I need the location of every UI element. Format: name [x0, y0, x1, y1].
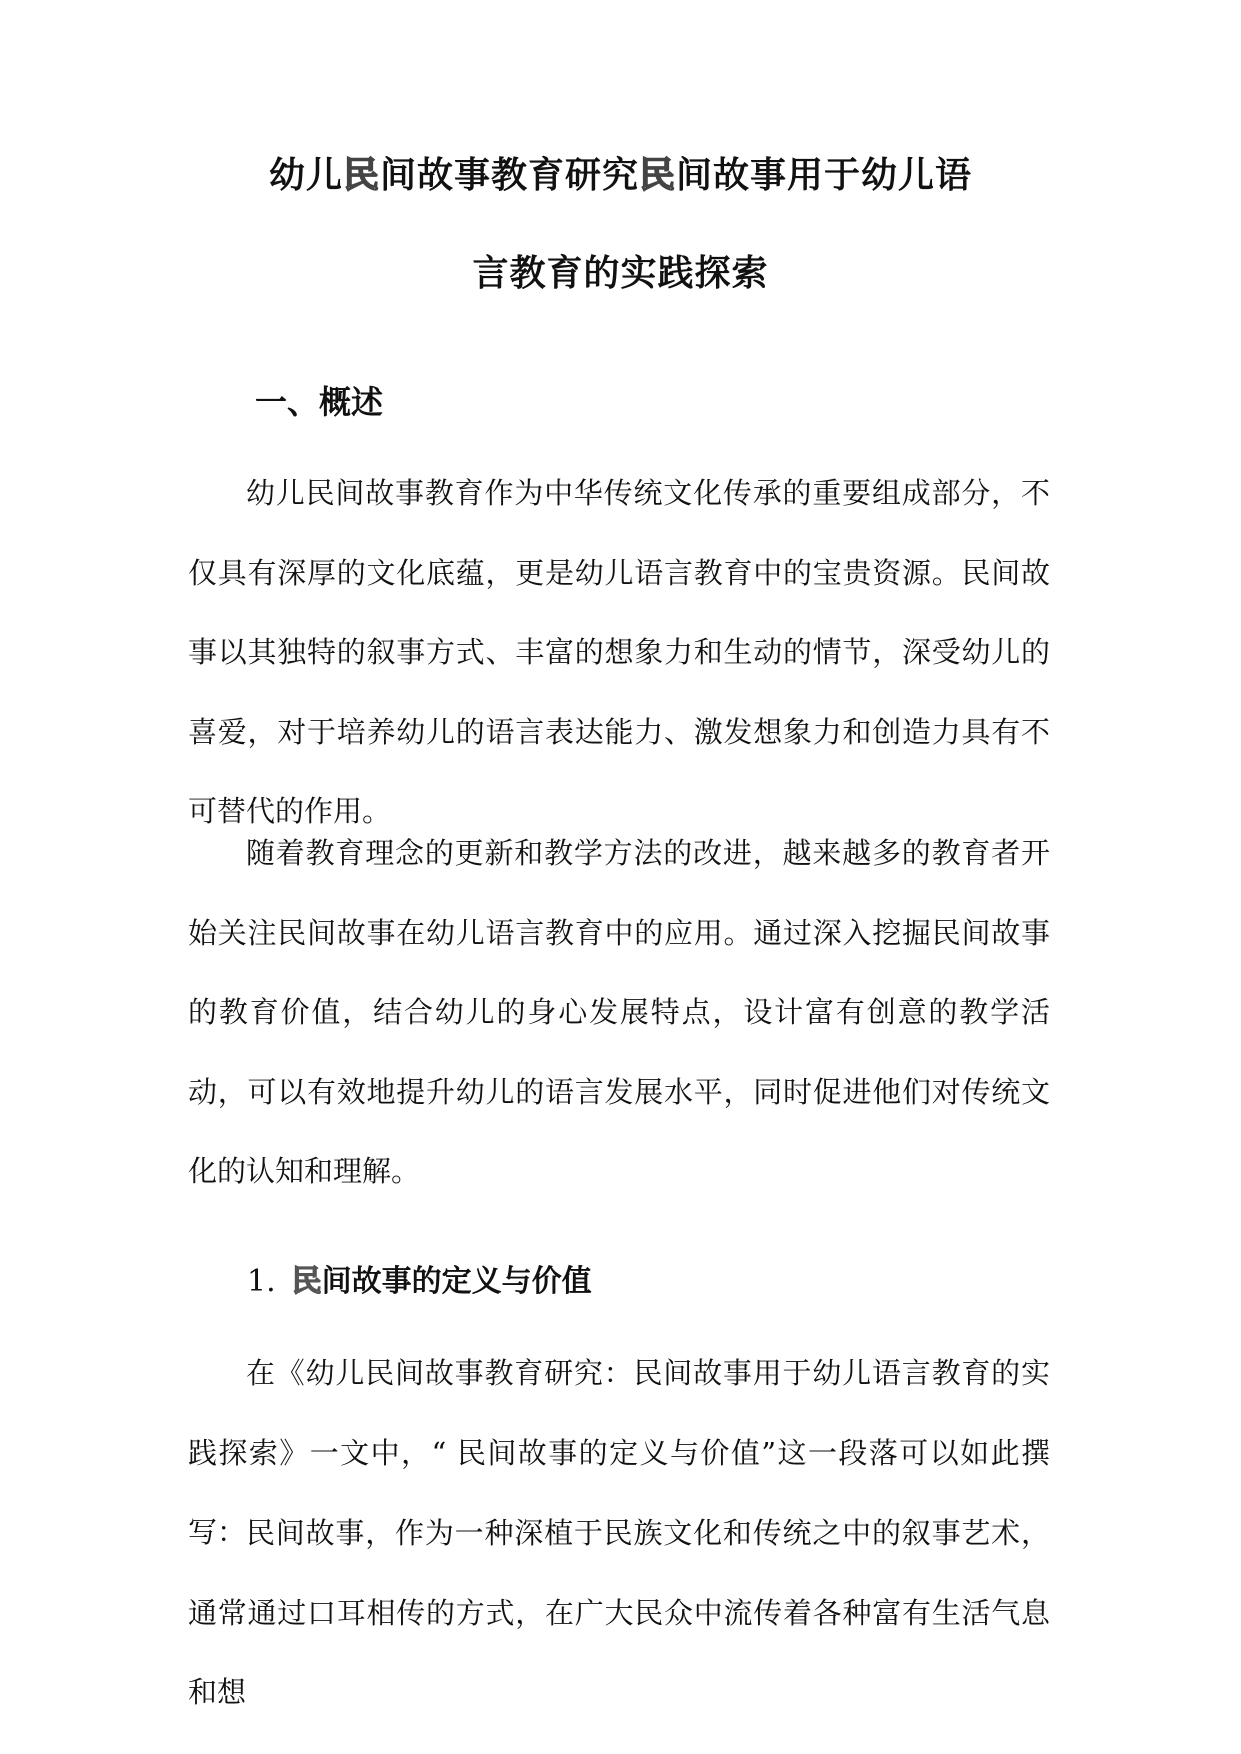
- paragraph-definition-2: 民间故事，作为一种深植于民族文化和传统之中的叙事艺术，通常通过口耳相传的方式，在广大民众中流传着各种富有生活气息和想: [188, 1516, 1050, 1709]
- subsection-heading-definition: [247, 1262, 592, 1302]
- title-text-1: 幼儿: [268, 155, 343, 196]
- title-outline-char-1: 民: [342, 155, 380, 196]
- document-title-line-1: [0, 154, 1241, 198]
- title-text-2: 间故事教育研究: [379, 155, 639, 196]
- paragraph-overview-1: 幼儿民间故事教育作为中华传统文化传承的重要组成部分，不仅具有深厚的文化底蕴，更是幼儿语言教育中的宝贵资源。民间故事以其独特的叙事方式、丰富的想象力和生动的情节，深受幼儿的喜爱，对于培养幼儿的语言表达能力、激发想象力和创造力具有不可替代的作用。: [188, 476, 1050, 828]
- paragraph-definition-1: 在《幼儿民间故事教育研究：民间故事用于幼儿语言教育的实践探索》一文中，“ 民间故事的定义与价值”这一段落可以如此撰写：: [188, 1356, 1050, 1549]
- title-outline-char-2: 民: [639, 155, 677, 196]
- subsection-number: 1.: [247, 1264, 276, 1299]
- subsection-outline-char: 民: [291, 1264, 322, 1299]
- subsection-heading-text: 间故事的定义与价值: [321, 1264, 592, 1299]
- paragraph-overview-2: 随着教育理念的更新和教学方法的改进，越来越多的教育者开始关注民间故事在幼儿语言教育中的应用。通过深入挖掘民间故事的教育价值，结合幼儿的身心发展特点，设计富有创意的教学活动，可以有效地提升幼儿的语言发展水平，同时促进他们对传统文化的认知和理解。: [188, 836, 1050, 1188]
- section-heading-overview: 一、概述: [255, 383, 384, 421]
- document-title-line-2: 言教育的实践探索: [472, 253, 769, 294]
- title-text-3: 间故事用于幼儿语: [676, 155, 973, 196]
